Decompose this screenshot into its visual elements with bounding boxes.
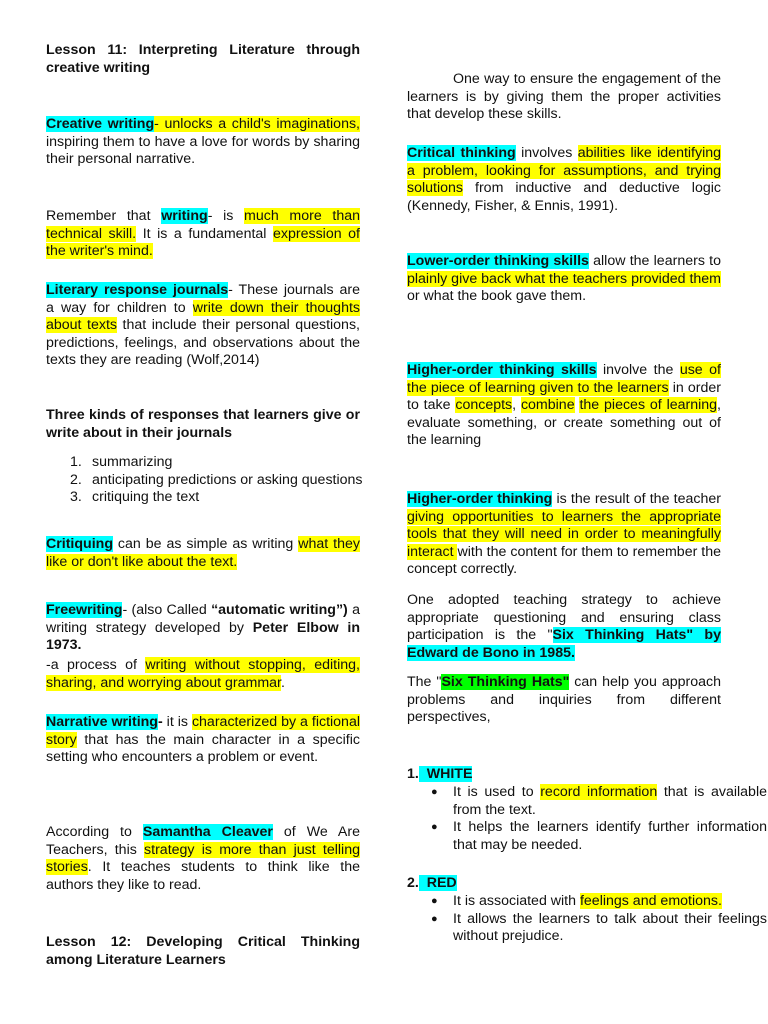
lesson11-title: Lesson 11: Interpreting Literature through creative writing [46, 42, 360, 76]
bullet-icon: ● [431, 895, 438, 907]
lower-order-term: Lower-order thinking skills [407, 253, 589, 269]
highlight: combine [520, 397, 575, 414]
hat-red-heading: 2. RED [407, 875, 457, 891]
critiquing-term: Critiquing [46, 536, 113, 552]
highlight: writing without stopping, editing, sharing, and worrying about grammar [46, 657, 360, 691]
six-hats-green-term: Six Thinking Hats" [441, 674, 570, 690]
creative-writing-term: Creative writing [46, 116, 155, 132]
highlight: feelings and emotions. [579, 893, 722, 909]
higher-order-term: Higher-order thinking [407, 491, 553, 507]
responses-list [46, 454, 406, 507]
hat-white-list [407, 784, 767, 854]
cleaver-paragraph: According to Samantha Cleaver of We Are Teachers, this strategy is more than just telling stories. It teaches students to think like the authors they like to read. [46, 824, 360, 893]
highlight: concepts [455, 397, 513, 414]
narrative-paragraph: Narrative writing- it is characterized by a fictional story that has the main character in a specific setting who encounters a problem or event. [46, 714, 360, 766]
bullet-icon: ● [431, 821, 438, 834]
highlight: write down their thoughts about texts [46, 299, 361, 334]
highlight: abilities like identifying a problem, looking for assumptions, and trying solutions [407, 145, 722, 197]
list-item: 3. critiquing the text [70, 489, 200, 506]
creative-writing-paragraph: Creative writing- unlocks a child's imaginations, inspiring them to have a love for words by sharing their personal narrative. [46, 116, 361, 168]
higher-order-paragraph: Higher-order thinking is the result of the teacher giving opportunities to learners the appropriate tools that they will need in order to meaningfully interact with the content for them to remember the concept correctly. [407, 491, 721, 578]
list-item: 1. summarizing [70, 454, 173, 470]
highlight: plainly give back what the teachers provided them [407, 270, 721, 287]
freewriting-term: Freewriting [46, 602, 123, 618]
hat-white-heading: 1. WHITE [407, 766, 473, 782]
critiquing-paragraph: Critiquing can be as simple as writing what they like or don't like about the text. [46, 536, 360, 570]
adopted-strategy-paragraph: One adopted teaching strategy to achieve appropriate questioning and ensuring class participation is the "Six Thinking Hats" by Edward de Bono in 1985. [407, 592, 721, 661]
three-kinds-heading: Three kinds of responses that learners give or write about in their journals [46, 407, 360, 441]
journals-paragraph: Literary response journals- These journals are a way for children to write down their thoughts about texts that include their personal questions, predictions, feelings, and observations about the texts they are reading (Wolf,2014) [46, 282, 361, 369]
highlight: what they like or don't like about the text. [46, 536, 360, 570]
highlight: expression of the writer's mind. [46, 225, 360, 260]
writing-term: writing [161, 208, 208, 224]
higher-order-skills-paragraph: Higher-order thinking skills involve the use of the piece of learning given to the learners in order to take concepts, combine the pieces of learning, evaluate something, or create something out of the learning [407, 362, 722, 449]
journals-term: Literary response journals [46, 282, 229, 298]
list-item: ● It helps the learners identify further information that may be needed. [431, 819, 767, 853]
bullet-icon: ● [431, 912, 438, 925]
list-item: ● It is used to record information that is available from the text. [431, 784, 767, 818]
higher-order-skills-term: Higher-order thinking skills [407, 362, 597, 378]
lower-order-paragraph: Lower-order thinking skills allow the learners to plainly give back what the teachers provided them or what the book gave them. [407, 253, 721, 305]
highlight: record information [540, 784, 658, 800]
list-item: ● It allows the learners to talk about their feelings without prejudice. [431, 910, 767, 945]
critical-thinking-paragraph: Critical thinking involves abilities like identifying a problem, looking for assumptions, and trying solutions from inductive and deductive logic (Kennedy, Fisher, & Ennis, 1991). [407, 145, 722, 214]
highlight: use of the piece of learning given to the learners [407, 362, 722, 396]
highlight: the pieces of learning [579, 397, 718, 414]
lesson12-title: Lesson 12: Developing Critical Thinking among Literature Learners [46, 934, 360, 968]
highlight: much more than technical skill. [46, 208, 360, 242]
highlight: giving opportunities to learners the appropriate tools that they will need in order to meaningfully interact [407, 508, 721, 560]
remember-paragraph: Remember that writing- is much more than technical skill. It is a fundamental expression of the writer's mind. [46, 208, 360, 260]
list-item: ● It is associated with feelings and emotions. [431, 893, 722, 909]
six-hats-term: Six Thinking Hats" by Edward de Bono in 1985. [407, 627, 721, 661]
freewriting-paragraph: Freewriting- (also Called “automatic writing”) a writing strategy developed by Peter Elbow in 1973. [46, 602, 360, 654]
hats-intro-paragraph: The "Six Thinking Hats" can help you approach problems and inquiries from different perspectives, [407, 674, 721, 726]
highlight: characterized by a fictional story [46, 714, 360, 748]
hat-red-list [407, 893, 767, 946]
highlight: unlocks a child's imaginations, [164, 116, 361, 132]
cleaver-term: Samantha Cleaver [142, 824, 273, 840]
engagement-paragraph: One way to ensure the engagement of the learners is by giving them the proper activities that develop these skills. [407, 71, 721, 123]
highlight: strategy is more than just telling stories [46, 841, 360, 876]
list-item: 2. anticipating predictions or asking questions [70, 471, 363, 488]
critical-thinking-term: Critical thinking [407, 145, 516, 161]
narrative-term: Narrative writing [46, 714, 158, 730]
bullet-icon: ● [431, 786, 438, 798]
freewriting-process: -a process of writing without stopping, editing, sharing, and worrying about grammar. [46, 657, 360, 691]
